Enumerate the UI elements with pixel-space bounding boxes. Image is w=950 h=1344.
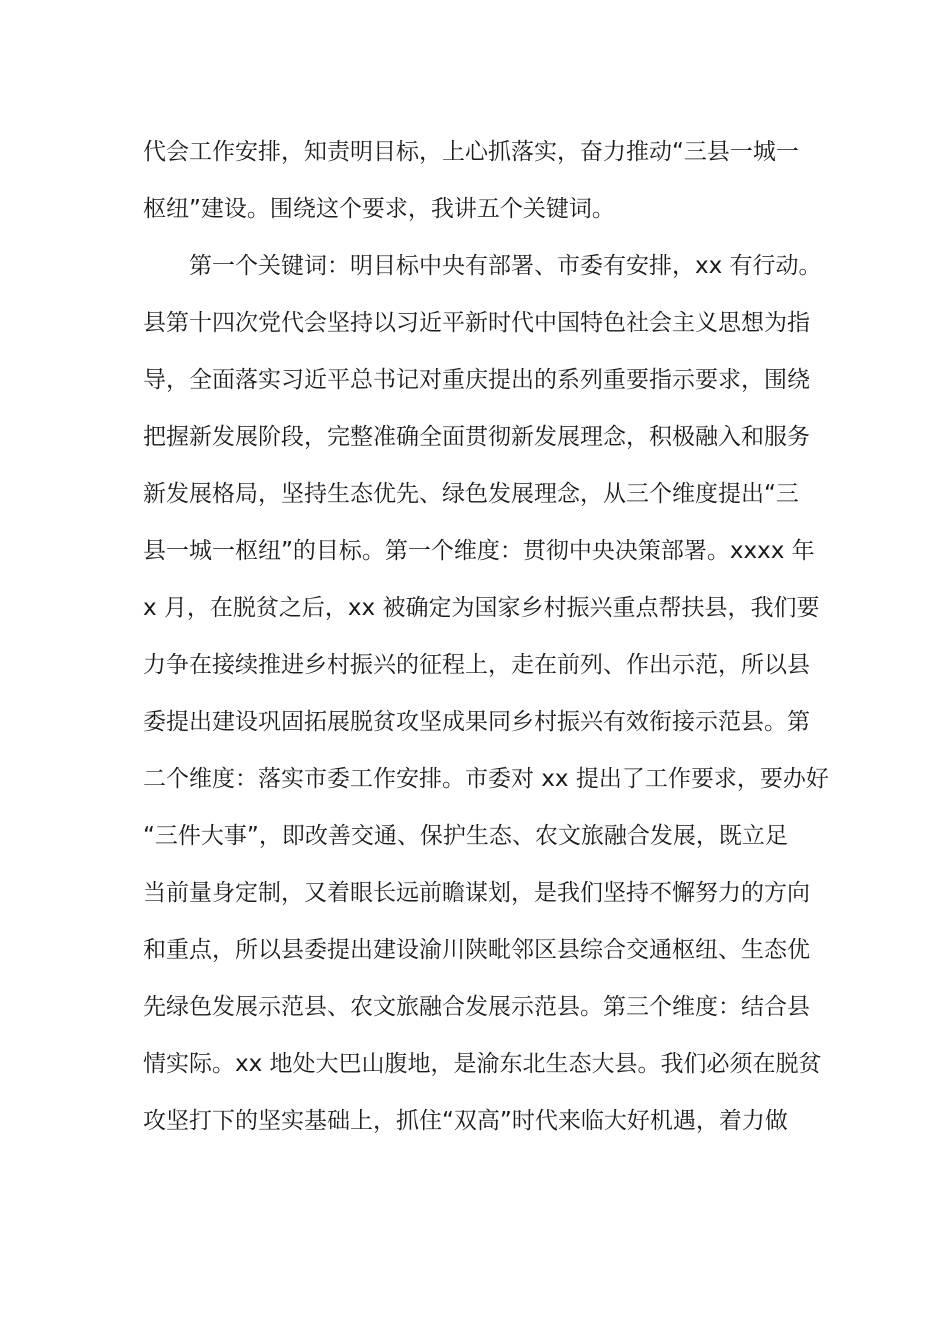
paragraph-start-line: 第一个关键词：明目标中央有部署、市委有安排，xx 有行动。 <box>189 253 822 279</box>
text-line: “三件大事”，即改善交通、保护生态、农文旅融合发展，既立足 <box>143 823 788 849</box>
text-line: 二个维度：落实市委工作安排。市委对 xx 提出了工作要求，要办好 <box>143 766 829 792</box>
text-line: 先绿色发展示范县、农文旅融合发展示范县。第三个维度：结合县 <box>143 994 810 1020</box>
text-line: 把握新发展阶段，完整准确全面贯彻新发展理念，积极融入和服务 <box>143 424 810 450</box>
text-line: 县一城一枢纽”的目标。第一个维度：贯彻中央决策部署。xxxx 年 <box>143 538 815 564</box>
text-line: x 月，在脱贫之后，xx 被确定为国家乡村振兴重点帮扶县，我们要 <box>143 595 820 621</box>
text-line: 委提出建设巩固拓展脱贫攻坚成果同乡村振兴有效衔接示范县。第 <box>143 709 810 735</box>
text-line: 力争在接续推进乡村振兴的征程上，走在前列、作出示范，所以县 <box>143 652 810 678</box>
body-text <box>143 124 829 1150</box>
text-line: 当前量身定制，又着眼长远前瞻谋划，是我们坚持不懈努力的方向 <box>143 880 810 906</box>
text-line: 县第十四次党代会坚持以习近平新时代中国特色社会主义思想为指 <box>143 310 810 336</box>
text-line: 导，全面落实习近平总书记对重庆提出的系列重要指示要求，围绕 <box>143 367 810 393</box>
text-line: 新发展格局，坚持生态优先、绿色发展理念，从三个维度提出“三 <box>143 481 799 507</box>
text-line: 枢纽”建设。围绕这个要求，我讲五个关键词。 <box>143 196 615 222</box>
text-line: 情实际。xx 地处大巴山腹地，是渝东北生态大县。我们必须在脱贫 <box>143 1051 822 1077</box>
text-line: 攻坚打下的坚实基础上，抓住“双高”时代来临大好机遇，着力做 <box>143 1108 788 1134</box>
text-line: 和重点，所以县委提出建设渝川陕毗邻区县综合交通枢纽、生态优 <box>143 937 810 963</box>
text-line: 代会工作安排，知责明目标，上心抓落实，奋力推动“三县一城一 <box>143 139 799 165</box>
